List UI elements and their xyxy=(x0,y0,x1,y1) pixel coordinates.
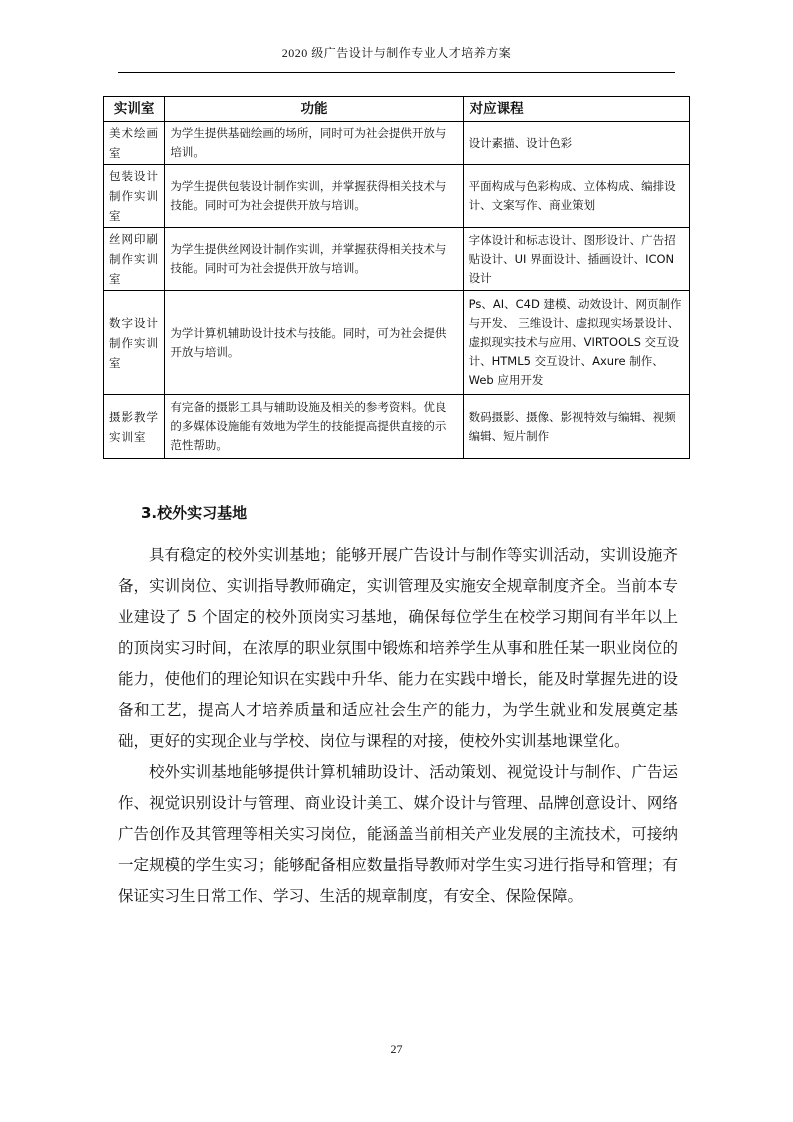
room-name: 包装设计制作实训室 xyxy=(104,165,165,228)
table-row xyxy=(104,395,690,459)
room-name: 美术绘画室 xyxy=(104,122,165,165)
column-header-function: 功能 xyxy=(165,97,463,122)
room-courses: 数码摄影、摄像、影视特效与编辑、视频编辑、短片制作 xyxy=(463,395,689,459)
room-name: 摄影教学实训室 xyxy=(104,395,165,459)
page-number: 27 xyxy=(390,1042,403,1056)
table-row xyxy=(104,228,690,291)
table-row xyxy=(104,291,690,395)
column-header-room: 实训室 xyxy=(104,97,165,122)
room-function: 为学生提供丝网设计制作实训，并掌握获得相关技术与技能。同时可为社会提供开放与培训。 xyxy=(165,228,463,291)
room-function: 有完备的摄影工具与辅助设施及相关的参考资料。优良的多媒体设施能有效地为学生的技能提高提供直接的示范性帮助。 xyxy=(165,395,463,459)
room-courses: 平面构成与色彩构成、立体构成、编排设计、文案写作、商业策划 xyxy=(463,165,689,228)
page-header: 2020 级广告设计与制作专业人才培养方案 xyxy=(281,46,512,60)
room-function: 为学生提供包装设计制作实训，并掌握获得相关技术与技能。同时可为社会提供开放与培训。 xyxy=(165,165,463,228)
column-header-courses: 对应课程 xyxy=(463,97,689,122)
section-heading: 3.校外实习基地 xyxy=(141,504,248,522)
body-paragraph: 具有稳定的校外实训基地；能够开展广告设计与制作等实训活动，实训设施齐备，实训岗位、实训指导教师确定，实训管理及实施安全规章制度齐全。当前本专业建设了 5 个固定的校外顶岗实习基地，确保每位学生在校学习期间有半年以上的顶岗实习时间，在浓厚的职业氛围中锻炼和培养学生从事和胜任某一职业岗位的能力，使他们的理论知识在实践中升华、能力在实践中增长，能及时掌握先进的设备和工艺，提高人才培养质量和适应社会生产的能力，为学生就业和发展奠定基础，更好的实现企业与学校、岗位与课程的对接，使校外实训基地课堂化。 xyxy=(118,546,678,750)
room-function: 为学计算机辅助设计技术与技能。同时，可为社会提供开放与培训。 xyxy=(165,291,463,395)
training-room-table xyxy=(103,96,690,459)
table-row xyxy=(104,122,690,165)
room-courses: Ps、AI、C4D 建模、动效设计、网页制作与开发、 三维设计、虚拟现实场景设计、虚拟现实技术与应用、VIRTOOLS 交互设计、HTML5 交互设计、Axure 制作、Web 应用开发 xyxy=(463,291,689,395)
table-header-row xyxy=(104,97,690,122)
room-courses: 设计素描、设计色彩 xyxy=(463,122,689,165)
header-rule xyxy=(118,72,675,73)
room-courses: 字体设计和标志设计、图形设计、广告招贴设计、UI 界面设计、插画设计、ICON 设计 xyxy=(463,228,689,291)
table-row xyxy=(104,165,690,228)
room-name: 丝网印刷制作实训室 xyxy=(104,228,165,291)
body-paragraph: 校外实训基地能够提供计算机辅助设计、活动策划、视觉设计与制作、广告运作、视觉识别设计与管理、商业设计美工、媒介设计与管理、品牌创意设计、网络广告创作及其管理等相关实习岗位，能涵盖当前相关产业发展的主流技术，可接纳一定规模的学生实习；能够配备相应数量指导教师对学生实习进行指导和管理；有保证实习生日常工作、学习、生活的规章制度，有安全、保险保障。 xyxy=(118,763,678,905)
room-name: 数字设计制作实训室 xyxy=(104,291,165,395)
room-function: 为学生提供基础绘画的场所，同时可为社会提供开放与培训。 xyxy=(165,122,463,165)
